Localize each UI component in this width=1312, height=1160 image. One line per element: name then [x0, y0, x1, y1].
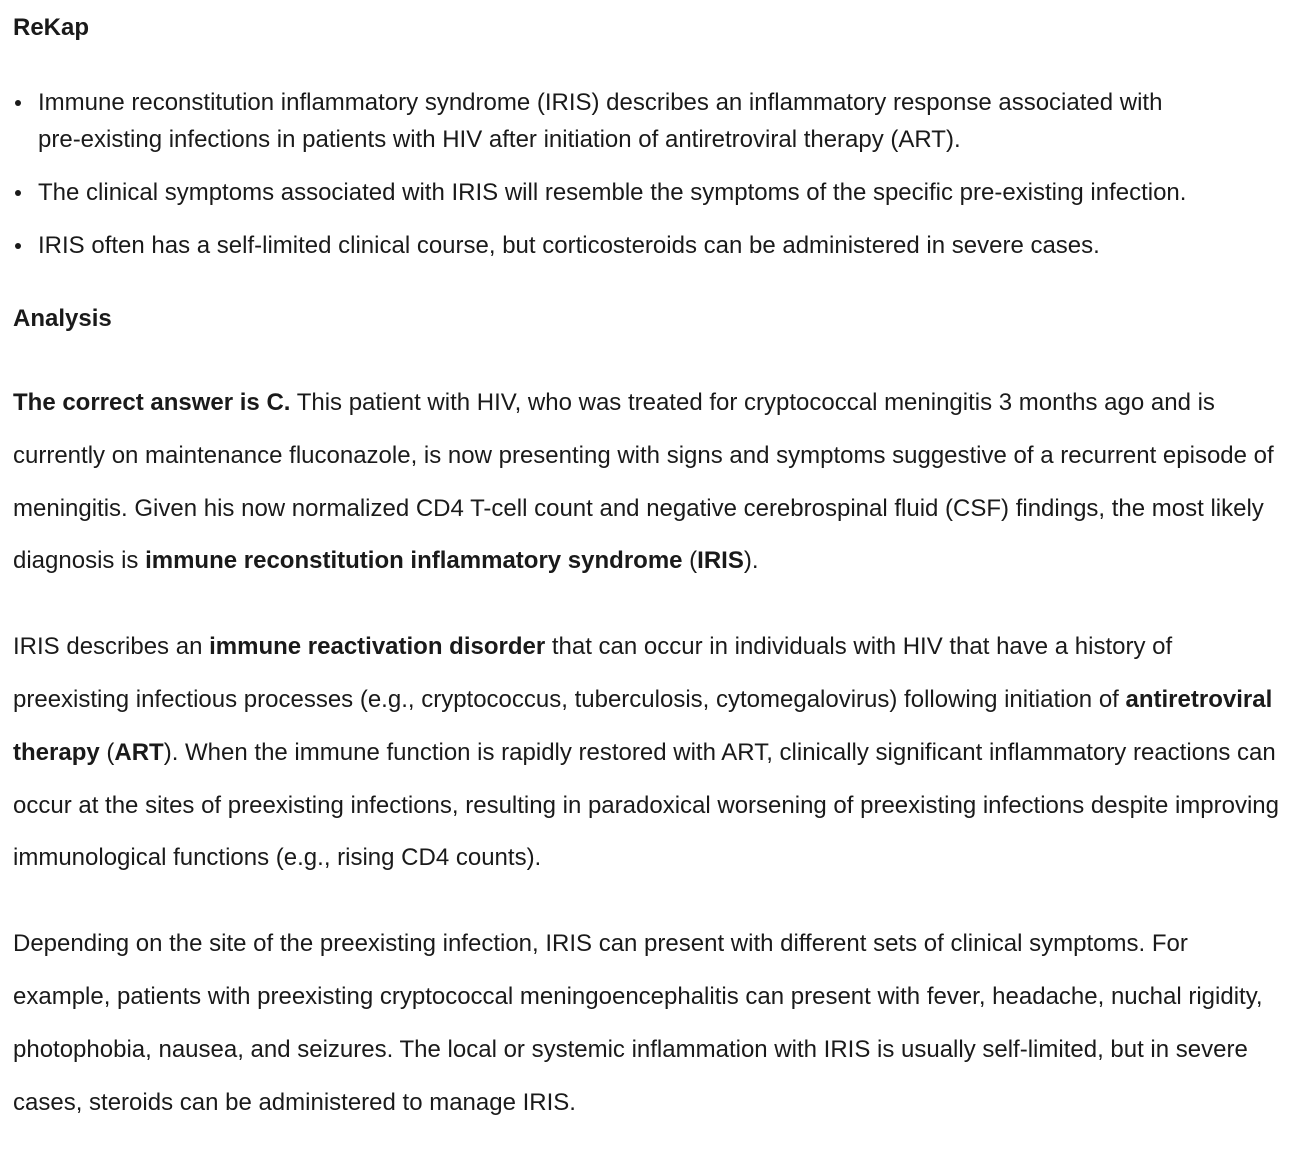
- bullet-dot-icon: [15, 100, 21, 106]
- bullet-dot-icon: [15, 243, 21, 249]
- rekap-bullet-2-text: The clinical symptoms associated with IRIS will resemble the symptoms of the specific pre-existing infection.: [38, 179, 1187, 206]
- p1-text-3: ).: [743, 547, 759, 575]
- diagnosis-abbr: IRIS: [697, 547, 744, 575]
- art-abbr: ART: [114, 738, 164, 766]
- art-term: antiretroviral therapy: [13, 685, 1273, 766]
- p1-text-2: (: [682, 547, 698, 575]
- correct-answer-lead: The correct answer is C.: [13, 389, 291, 416]
- analysis-heading: Analysis: [13, 305, 112, 332]
- p1-text-1: This patient with HIV, who was treated for cryptococcal meningitis 3 months ago and is currently on maintenance fluconazole, is now presenting with signs and symptoms suggestive of a recurrent episode of meningitis. Given his now normalized CD4 T-cell count and negative cerebrospinal fluid (CSF) findings, the most likely diagnosis is: [13, 389, 1274, 575]
- immune-reactivation-term: immune reactivation disorder: [209, 633, 546, 661]
- p2-text-3: (: [99, 738, 115, 766]
- rekap-bullet-3: [13, 227, 1312, 264]
- rekap-bullet-list: [13, 84, 1312, 264]
- rekap-bullet-1: [13, 84, 1312, 158]
- bullet-dot-icon: [15, 190, 21, 196]
- diagnosis-term: immune reconstitution inflammatory syndrome: [145, 547, 683, 575]
- analysis-paragraph-2: [13, 621, 1283, 885]
- rekap-bullet-2: [13, 174, 1312, 211]
- p2-text-1: IRIS describes an: [13, 633, 210, 661]
- rekap-bullet-3-text: IRIS often has a self-limited clinical course, but corticosteroids can be administered in severe cases.: [38, 232, 1100, 259]
- analysis-paragraph-1: [13, 377, 1283, 588]
- p2-text-4: ). When the immune function is rapidly restored with ART, clinically significant inflammatory reactions can occur at the sites of preexisting infections, resulting in paradoxical worsening of preexisting infections despite improving immunological functions (e.g., rising CD4 counts).: [13, 738, 1279, 872]
- p2-text-2: that can occur in individuals with HIV that have a history of preexisting infectious processes (e.g., cryptococcus, tuberculosis, cytomegalovirus) following initiation of: [13, 633, 1173, 713]
- analysis-paragraph-3: Depending on the site of the preexisting infection, IRIS can present with different sets of clinical symptoms. For example, patients with preexisting cryptococcal meningoencephalitis can present with fever, headache, nuchal rigidity, photophobia, nausea, and seizures. The local or systemic inflammation with IRIS is usually self-limited, but in severe cases, steroids can be administered to manage IRIS.: [13, 930, 1263, 1116]
- rekap-bullet-1-line-2: pre-existing infections in patients with HIV after initiation of antiretroviral therapy (ART).: [38, 126, 961, 153]
- rekap-bullet-1-line-1: Immune reconstitution inflammatory syndrome (IRIS) describes an inflammatory response associated with: [38, 89, 1163, 116]
- rekap-heading: ReKap: [13, 14, 90, 41]
